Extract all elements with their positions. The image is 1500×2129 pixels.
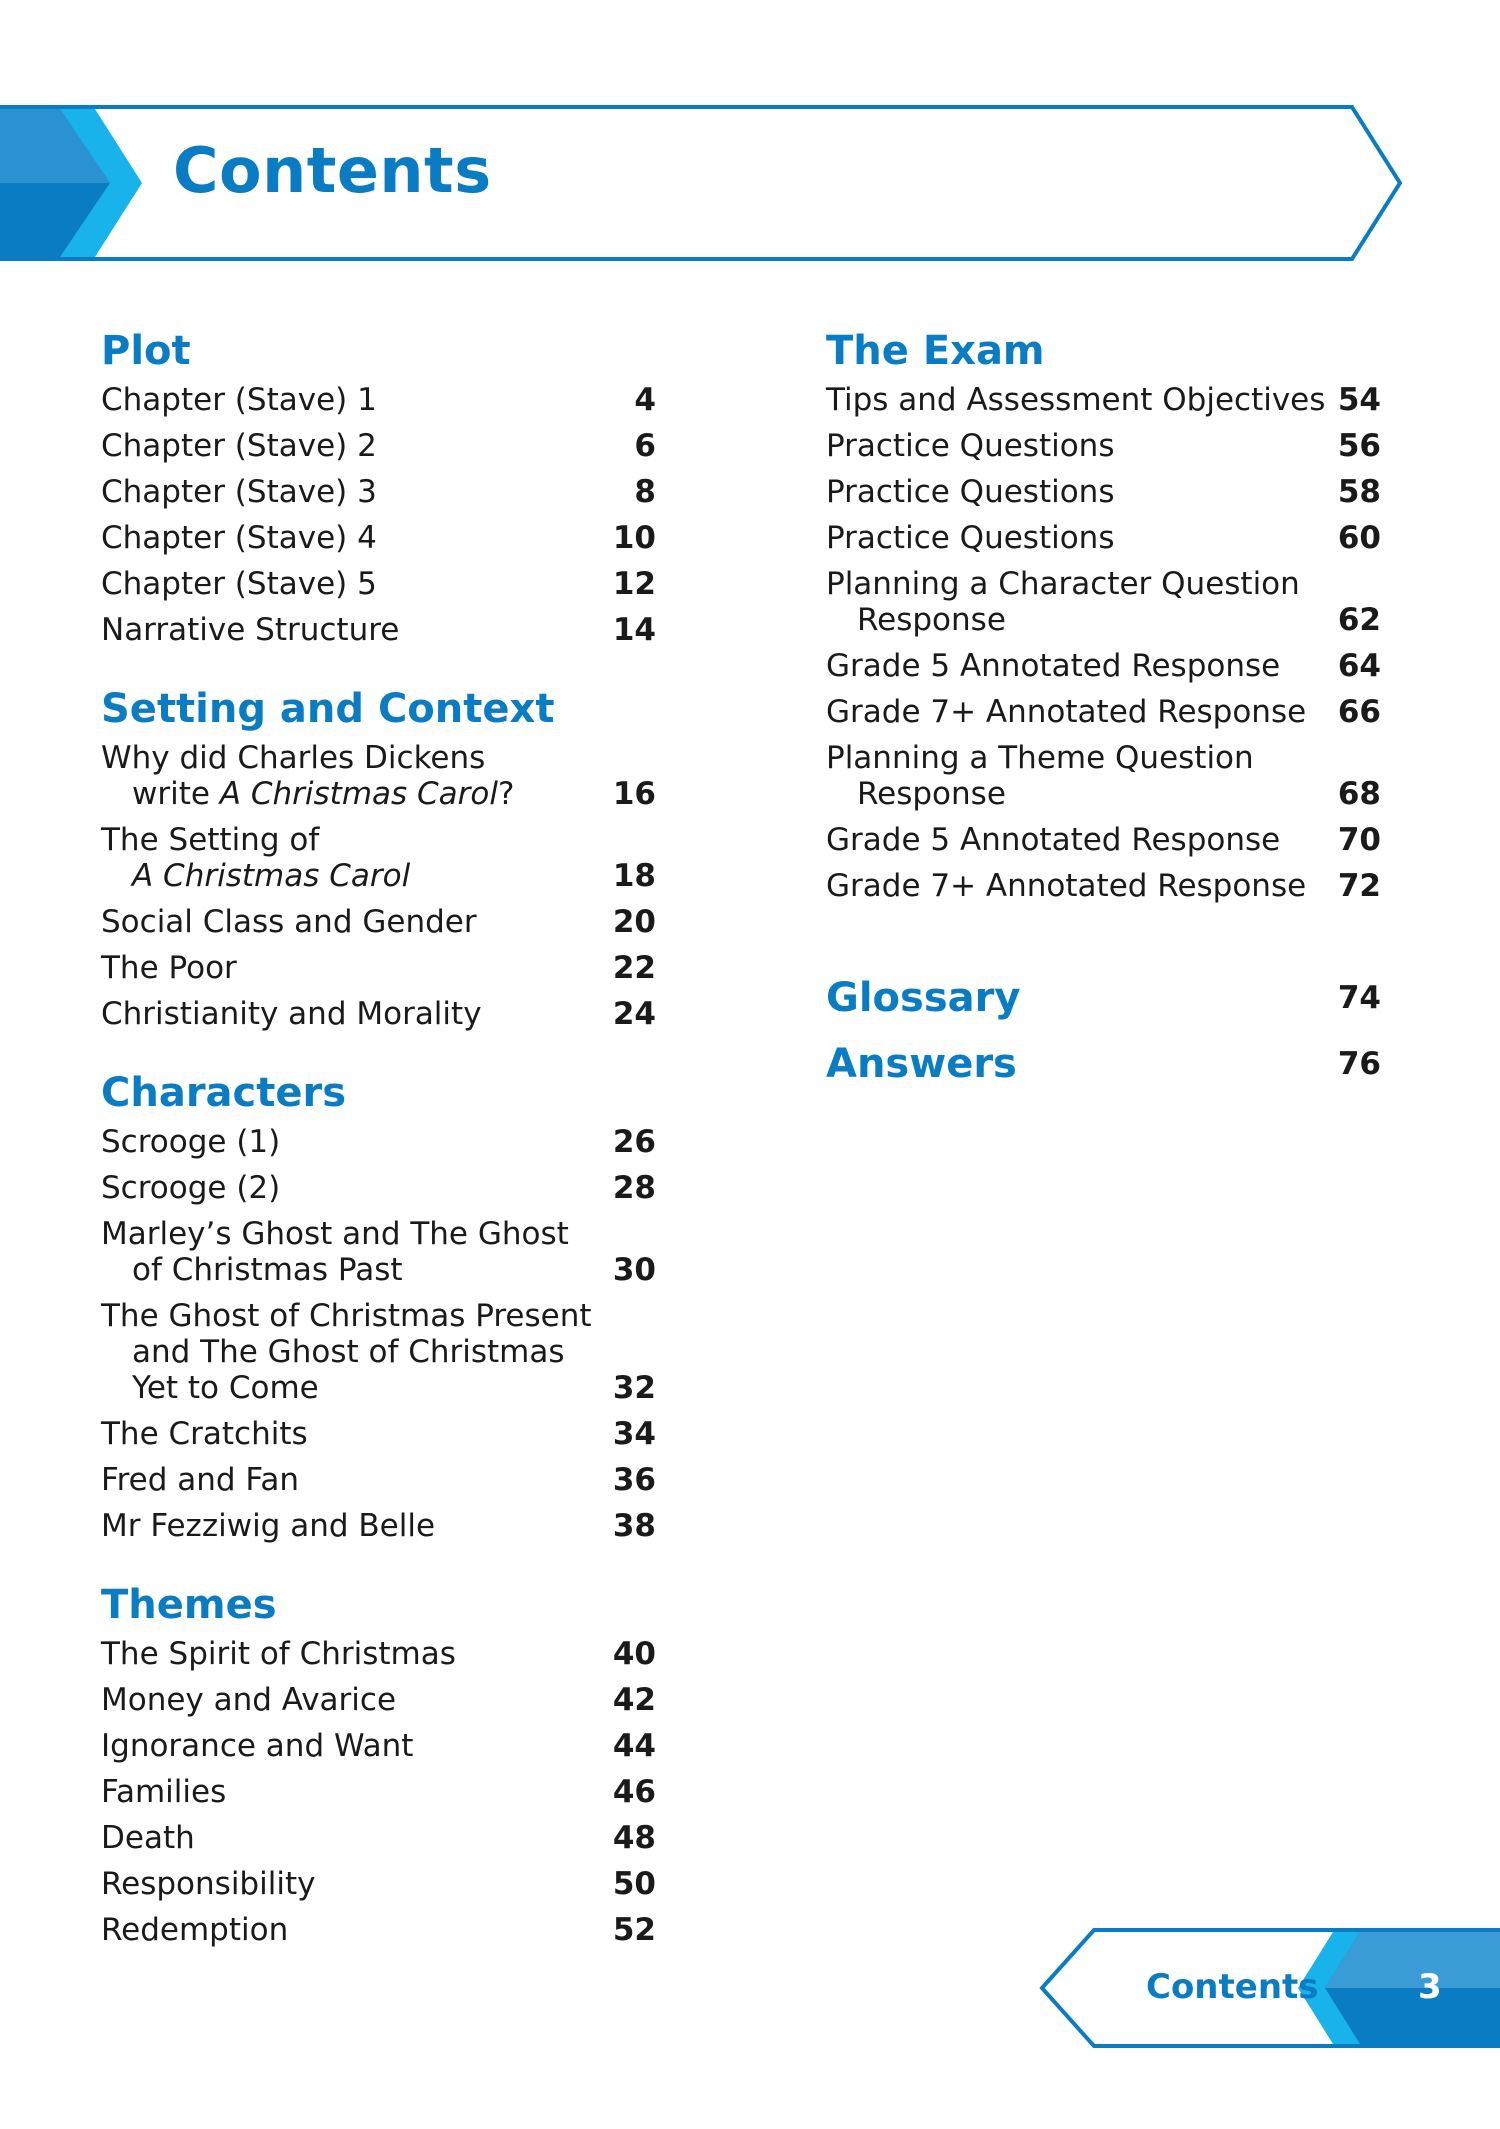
toc-entry-answers[interactable]: [826, 1031, 1381, 1097]
toc-section-themes: [101, 1579, 656, 1953]
entry-title-line: Chapter (Stave) 4: [101, 520, 377, 556]
section-title[interactable]: Themes: [101, 1582, 277, 1628]
entry-title: [101, 899, 477, 945]
entry-title: [101, 423, 377, 469]
toc-entry[interactable]: [101, 899, 656, 945]
page-number: 54: [1337, 382, 1381, 418]
entry-title: [101, 377, 377, 423]
section-title[interactable]: Plot: [101, 328, 191, 374]
toc-entry[interactable]: [101, 991, 656, 1037]
footer-page-number: 3: [1418, 1967, 1442, 2007]
entry-title-line: Practice Questions: [826, 474, 1115, 510]
entry-title: [101, 1631, 456, 1677]
toc-entry[interactable]: [101, 1293, 656, 1411]
toc-entry[interactable]: [101, 817, 656, 899]
entry-title-line: Grade 5 Annotated Response: [826, 648, 1281, 684]
toc-entry[interactable]: [826, 515, 1381, 561]
entry-title-line: Tips and Assessment Objectives: [826, 382, 1326, 418]
page-number: 22: [612, 950, 656, 986]
page-number: 40: [612, 1636, 656, 1672]
toc-entry[interactable]: [101, 1211, 656, 1293]
entry-title: [101, 1815, 195, 1861]
entry-title: [101, 1457, 299, 1503]
page-number: 24: [612, 996, 656, 1032]
toc-entry[interactable]: [101, 1769, 656, 1815]
toc-entry[interactable]: [101, 377, 656, 423]
entry-title: [826, 643, 1280, 689]
page-number: 16: [612, 776, 656, 812]
entry-title-line: Chapter (Stave) 2: [101, 428, 377, 464]
toc-entry[interactable]: [101, 1503, 656, 1549]
entry-title-line: The Spirit of Christmas: [101, 1636, 456, 1672]
toc-entry[interactable]: [101, 1165, 656, 1211]
entry-title: [101, 1119, 280, 1165]
entry-title-line: Mr Fezziwig and Belle: [101, 1508, 436, 1544]
entry-title: [101, 1677, 396, 1723]
toc-entry[interactable]: [101, 945, 656, 991]
toc-entry-glossary[interactable]: [826, 965, 1381, 1031]
page-number: 12: [612, 566, 656, 602]
entry-title-line: The Setting of: [101, 822, 320, 858]
page-number: 62: [1337, 602, 1381, 638]
page-number: 38: [612, 1508, 656, 1544]
entry-title-line: A Christmas Carol: [132, 858, 411, 894]
entry-title-line: Planning a Character Question: [826, 566, 1300, 602]
entry-title-line: Practice Questions: [826, 428, 1115, 464]
page-number: 68: [1337, 776, 1381, 812]
toc-entry[interactable]: [826, 817, 1381, 863]
page-number: 56: [1337, 428, 1381, 464]
page-number: 18: [612, 858, 656, 894]
page-number: 10: [612, 520, 656, 556]
toc-entry[interactable]: [101, 515, 656, 561]
entry-title-line: Families: [101, 1774, 227, 1810]
entry-title-line: Chapter (Stave) 3: [101, 474, 377, 510]
entry-title-line: Grade 7+ Annotated Response: [826, 694, 1307, 730]
entry-title: [101, 561, 377, 607]
page-number: 42: [612, 1682, 656, 1718]
entry-title-line: Redemption: [101, 1912, 289, 1948]
toc-section-plot: [101, 325, 656, 653]
page-number: 52: [612, 1912, 656, 1948]
entry-title-line: Money and Avarice: [101, 1682, 397, 1718]
entry-title: [101, 735, 514, 817]
page-number: 6: [634, 428, 656, 464]
page-number: 48: [612, 1820, 656, 1856]
toc-entry[interactable]: [101, 1411, 656, 1457]
toc-entry[interactable]: [826, 469, 1381, 515]
entry-title: [101, 1165, 280, 1211]
section-title[interactable]: Characters: [101, 1070, 347, 1116]
entry-title-line: Response: [857, 602, 1006, 638]
section-title[interactable]: Answers: [826, 1041, 1017, 1087]
entry-title-line: Scrooge (2): [101, 1170, 281, 1206]
entry-title-line: of Christmas Past: [132, 1252, 403, 1288]
entry-title: [826, 377, 1325, 423]
entry-title: [101, 1861, 315, 1907]
section-title[interactable]: Setting and Context: [101, 686, 555, 732]
toc-entry[interactable]: [101, 1457, 656, 1503]
toc-entry[interactable]: [101, 1631, 656, 1677]
page-number: 26: [612, 1124, 656, 1160]
entry-title-line: Yet to Come: [132, 1370, 319, 1406]
entry-title: [101, 515, 377, 561]
toc-entry[interactable]: [101, 1119, 656, 1165]
entry-title: [826, 735, 1254, 817]
toc-right-column: [826, 325, 1381, 1097]
page-number: 30: [612, 1252, 656, 1288]
toc-section-characters: [101, 1067, 656, 1549]
entry-title: [101, 1411, 308, 1457]
entry-title: [826, 863, 1306, 909]
toc-section-the-exam: [826, 325, 1381, 909]
entry-title: [826, 561, 1300, 643]
entry-title: [826, 515, 1114, 561]
entry-title-line: write A Christmas Carol?: [132, 776, 515, 812]
entry-title-line: Narrative Structure: [101, 612, 400, 648]
entry-title-line: Scrooge (1): [101, 1124, 281, 1160]
page-number: 50: [612, 1866, 656, 1902]
entry-title: [826, 817, 1280, 863]
page-number: 20: [612, 904, 656, 940]
section-title[interactable]: Glossary: [826, 975, 1021, 1021]
toc-entry[interactable]: [826, 863, 1381, 909]
toc-section-setting-and-context: [101, 683, 656, 1037]
entry-title-line: The Ghost of Christmas Present: [101, 1298, 592, 1334]
section-title[interactable]: The Exam: [826, 328, 1045, 374]
entry-title-line: Ignorance and Want: [101, 1728, 414, 1764]
page-title: Contents: [173, 134, 492, 207]
toc-entry[interactable]: [826, 423, 1381, 469]
entry-title: [101, 1503, 435, 1549]
page-number: 70: [1337, 822, 1381, 858]
toc-entry[interactable]: [826, 377, 1381, 423]
entry-title: [101, 945, 237, 991]
toc-entry[interactable]: [101, 1815, 656, 1861]
toc-entry[interactable]: [101, 1677, 656, 1723]
page-number: 60: [1337, 520, 1381, 556]
toc-entry[interactable]: [826, 561, 1381, 643]
entry-title-line: Chapter (Stave) 5: [101, 566, 377, 602]
entry-title-line: Grade 5 Annotated Response: [826, 822, 1281, 858]
entry-title-line: Why did Charles Dickens: [101, 740, 486, 776]
entry-title-line: Grade 7+ Annotated Response: [826, 868, 1307, 904]
toc-entry[interactable]: [101, 735, 656, 817]
page-number: 32: [612, 1370, 656, 1406]
toc-entry[interactable]: [101, 1907, 656, 1953]
page-number: 58: [1337, 474, 1381, 510]
entry-title: [101, 1769, 226, 1815]
toc-entry[interactable]: [826, 643, 1381, 689]
toc-entry[interactable]: [101, 423, 656, 469]
page-number: 14: [612, 612, 656, 648]
page-number: 74: [1337, 980, 1381, 1016]
entry-title-line: Response: [857, 776, 1006, 812]
page-number: 64: [1337, 648, 1381, 684]
page-number: 8: [634, 474, 656, 510]
toc-entry[interactable]: [101, 607, 656, 653]
entry-title-line: Fred and Fan: [101, 1462, 300, 1498]
entry-title-line: Practice Questions: [826, 520, 1115, 556]
entry-title: [101, 607, 399, 653]
toc-left-column: [101, 325, 656, 1983]
page-number: 76: [1337, 1046, 1381, 1082]
entry-title: [826, 423, 1114, 469]
entry-title-line: Death: [101, 1820, 195, 1856]
entry-title: [101, 817, 410, 899]
entry-title-line: Social Class and Gender: [101, 904, 477, 940]
entry-title-line: and The Ghost of Christmas: [132, 1334, 565, 1370]
entry-title-line: Christianity and Morality: [101, 996, 482, 1032]
entry-title: [101, 1293, 592, 1411]
toc-entry[interactable]: [101, 561, 656, 607]
page-number: 28: [612, 1170, 656, 1206]
entry-title: [826, 689, 1306, 735]
toc-entry[interactable]: [826, 689, 1381, 735]
entry-title-line: The Poor: [101, 950, 237, 986]
footer-section-label: Contents: [1146, 1967, 1319, 2007]
entry-title-line: The Cratchits: [101, 1416, 308, 1452]
entry-title: [101, 1907, 288, 1953]
entry-title-line: Planning a Theme Question: [826, 740, 1254, 776]
page-number: 46: [612, 1774, 656, 1810]
page-number: 44: [612, 1728, 656, 1764]
entry-title-line: Chapter (Stave) 1: [101, 382, 377, 418]
entry-title: [101, 469, 377, 515]
page-number: 4: [634, 382, 656, 418]
page-number: 72: [1337, 868, 1381, 904]
page-number: 34: [612, 1416, 656, 1452]
toc-entry[interactable]: [101, 469, 656, 515]
entry-title: [101, 1211, 569, 1293]
page-number: 66: [1337, 694, 1381, 730]
entry-title-line: Marley’s Ghost and The Ghost: [101, 1216, 569, 1252]
entry-title: [826, 469, 1114, 515]
toc-entry[interactable]: [826, 735, 1381, 817]
entry-title: [101, 991, 482, 1037]
page-number: 36: [612, 1462, 656, 1498]
toc-entry[interactable]: [101, 1723, 656, 1769]
entry-title: [101, 1723, 413, 1769]
entry-title-line: Responsibility: [101, 1866, 316, 1902]
toc-entry[interactable]: [101, 1861, 656, 1907]
